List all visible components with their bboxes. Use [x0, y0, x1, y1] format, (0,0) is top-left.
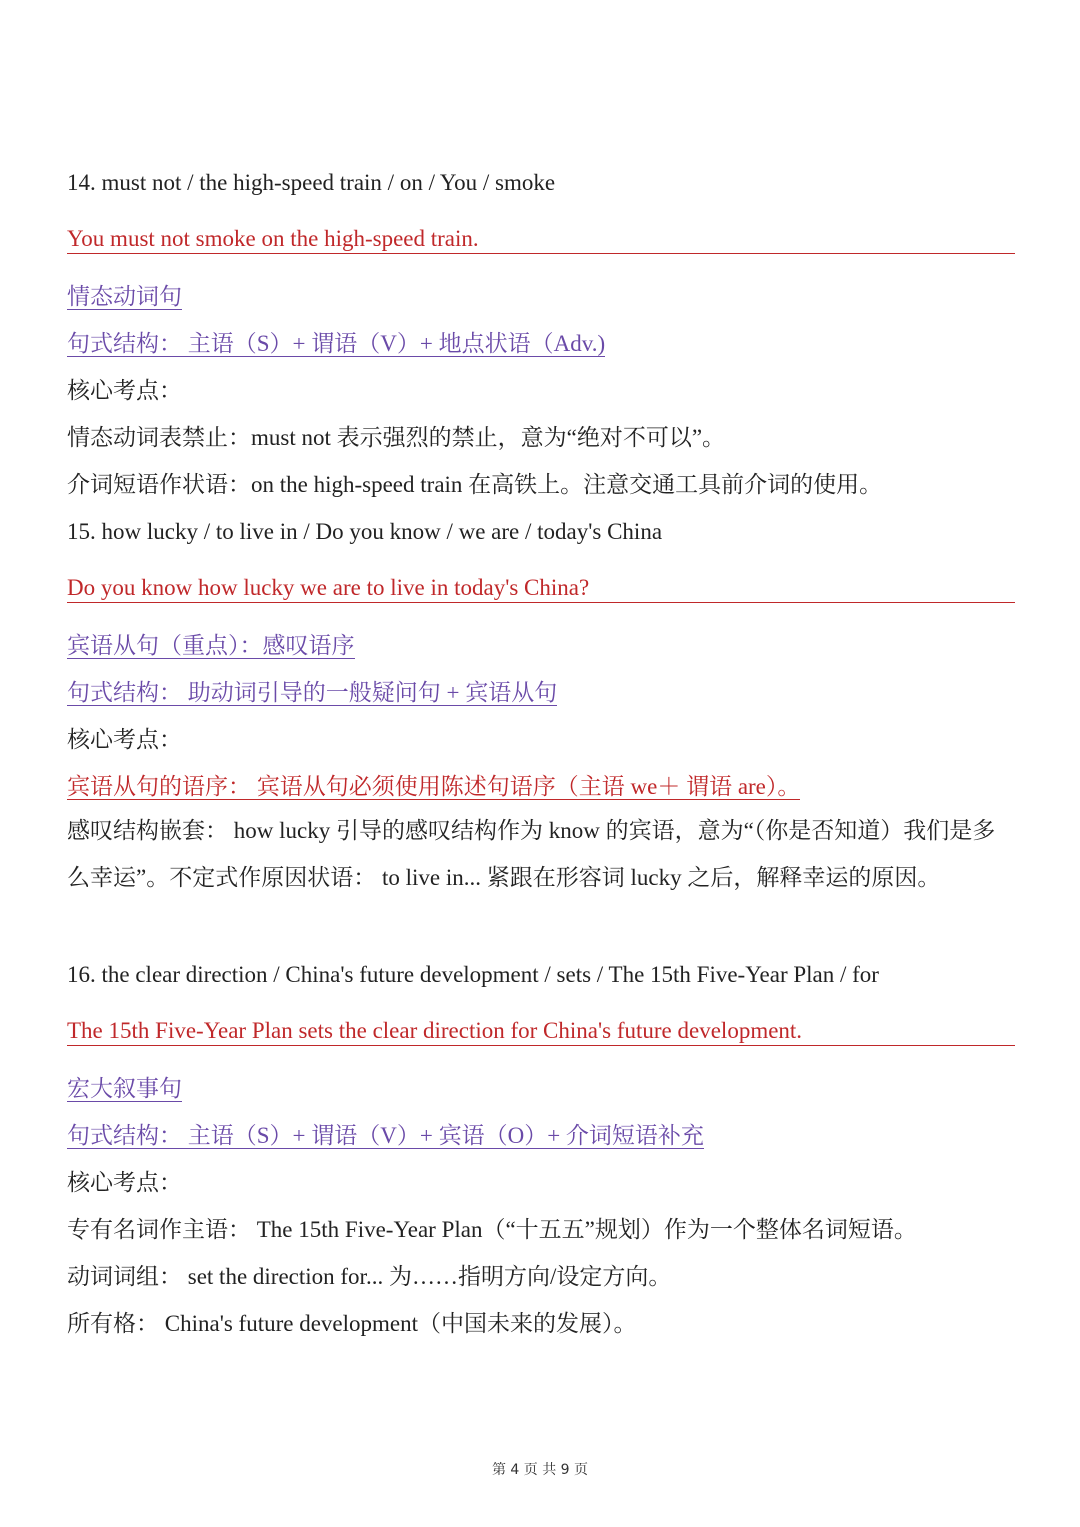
- q15-point-2: 感叹结构嵌套： how lucky 引导的感叹结构作为 know 的宾语，意为“（你是否知道）我们是多么幸运”。不定式作原因状语： to live in... 紧跟在形容词 lucky 之后，解释幸运的原因。: [67, 818, 996, 890]
- q14-prompt: 14. must not / the high-speed train / on / You / smoke: [67, 170, 556, 195]
- q15-category: 宾语从句（重点）：感叹语序: [67, 633, 355, 658]
- q15-structure: 句式结构： 助动词引导的一般疑问句 + 宾语从句: [67, 680, 558, 705]
- q16-core-label: 核心考点：: [67, 1170, 182, 1195]
- q15-prompt: 15. how lucky / to live in / Do you know / we are / today's China: [67, 519, 663, 544]
- q15-answer: Do you know how lucky we are to live in today's China?: [67, 574, 1015, 603]
- q16-point-3: 所有格： China's future development（中国未来的发展）。: [67, 1311, 637, 1336]
- q14-category: 情态动词句: [67, 284, 182, 309]
- q14-structure: 句式结构： 主语（S）+ 谓语（V）+ 地点状语（Adv.): [67, 331, 606, 356]
- q16-category: 宏大叙事句: [67, 1076, 182, 1101]
- q15-core-label: 核心考点：: [67, 727, 182, 752]
- q16-prompt: 16. the clear direction / China's future development / sets / The 15th Five-Year Plan / for: [67, 962, 879, 987]
- q14-core-label: 核心考点：: [67, 378, 182, 403]
- q16-point-1: 专有名词作主语： The 15th Five-Year Plan（“十五五”规划）作为一个整体名词短语。: [67, 1217, 917, 1242]
- q15-point-1: 宾语从句的语序： 宾语从句必须使用陈述句语序（主语 we＋ 谓语 are）。: [67, 774, 801, 799]
- q16-point-2: 动词词组： set the direction for... 为……指明方向/设定方向。: [67, 1264, 672, 1289]
- q14-point-1: 情态动词表禁止：must not 表示强烈的禁止，意为“绝对不可以”。: [67, 425, 726, 450]
- q14-point-2: 介词短语作状语：on the high-speed train 在高铁上。注意交通工具前介词的使用。: [67, 472, 883, 497]
- q16-structure: 句式结构： 主语（S）+ 谓语（V）+ 宾语（O）+ 介词短语补充: [67, 1123, 704, 1148]
- q14-answer: You must not smoke on the high-speed train.: [67, 225, 1015, 254]
- q16-answer: The 15th Five-Year Plan sets the clear direction for China's future development.: [67, 1017, 1015, 1046]
- page-number: 第 4 页 共 9 页: [491, 1462, 589, 1478]
